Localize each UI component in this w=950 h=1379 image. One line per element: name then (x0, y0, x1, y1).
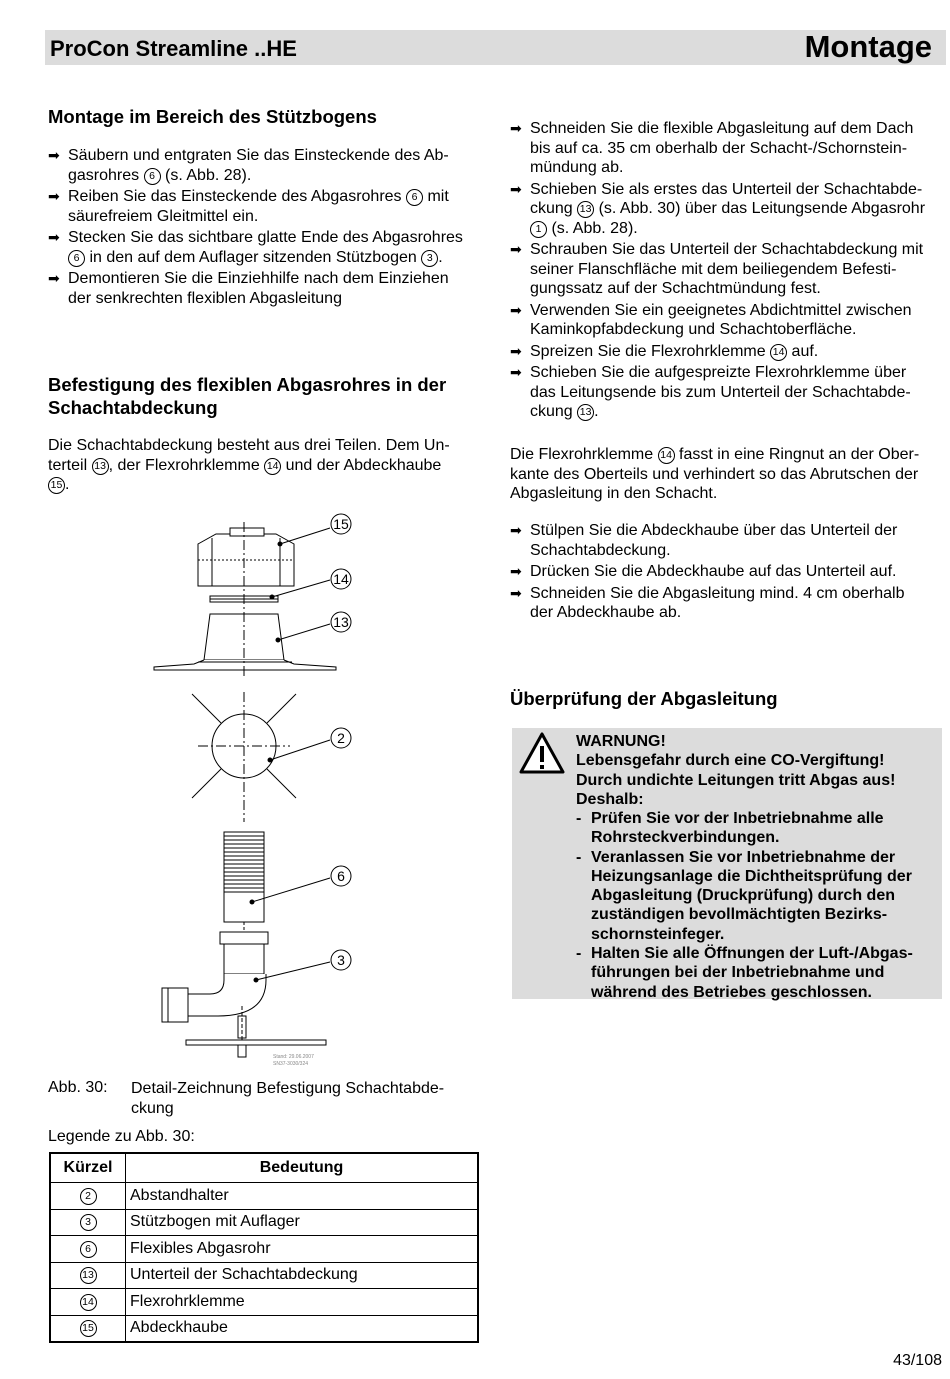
list-item: ➡ Schieben Sie die aufgespreizte Flexrohrklemme über das Leitungsende bis zum Unterteil der Schachtabde- ckung 13 . (510, 364, 911, 420)
callout-3: 3 (337, 952, 345, 968)
legend-table (49, 1152, 479, 1343)
section-title-befestigung: Befestigung des flexiblen Abgasrohres in der Schachtabdeckung (48, 374, 447, 418)
list-item: - Prüfen Sie vor der Inbetriebnahme alle Rohrsteckverbindungen. (576, 810, 884, 847)
callout-15: 15 (48, 477, 65, 494)
table-row: 6 Flexibles Abgasrohr (50, 1236, 478, 1263)
callout-13: 13 (333, 614, 349, 630)
column-header-key: Kürzel (50, 1153, 126, 1183)
chapter-title: Montage (804, 29, 932, 64)
list-item: ➡ Schneiden Sie die Abgasleitung mind. 4 cm oberhalb der Abdeckhaube ab. (510, 584, 905, 621)
figure-number: Abb. 30: (48, 1079, 108, 1096)
list-item: ➡ Säubern und entgraten Sie das Einsteckende des Ab- gasrohres 6 (s. Abb. 28). (48, 147, 449, 184)
document-title: ProCon Streamline ..HE (50, 36, 297, 61)
page-number: 43/108 (893, 1352, 942, 1369)
callout-2: 2 (80, 1188, 97, 1205)
arrow-right-icon: ➡ (48, 270, 60, 286)
callout-14: 14 (333, 571, 349, 587)
drawing-stamp: Stand: 29.06.2007 (273, 1054, 314, 1060)
list-item: ➡ Stecken Sie das sichtbare glatte Ende des Abgasrohres 6 in den auf dem Auflager sitzenden Stützbogen 3 . (48, 229, 463, 266)
arrow-right-icon: ➡ (510, 241, 522, 257)
arrow-right-icon: ➡ (510, 364, 522, 380)
table-row: 2 Abstandhalter (50, 1183, 478, 1210)
arrow-right-icon: ➡ (510, 563, 522, 579)
arrow-right-icon: ➡ (510, 301, 522, 318)
callout-6: 6 (68, 250, 85, 267)
callout-1: 1 (530, 221, 547, 238)
table-row: 14 Flexrohrklemme (50, 1289, 478, 1316)
list-item: ➡ Spreizen Sie die Flexrohrklemme 14 auf. (510, 342, 819, 360)
callout-14: 14 (658, 447, 675, 464)
drawing-stamp-id: SN37-3030/324 (273, 1061, 309, 1067)
callout-14: 14 (264, 458, 281, 475)
section-title-stuetzbogen: Montage im Bereich des Stützbogens (48, 106, 377, 127)
base-part-drawing (154, 614, 336, 670)
callout-13: 13 (577, 404, 594, 421)
arrow-right-icon: ➡ (510, 180, 522, 197)
callout-15: 15 (333, 516, 349, 532)
callout-15: 15 (80, 1320, 97, 1337)
callout-6: 6 (337, 868, 345, 884)
callout-3: 3 (421, 250, 438, 267)
cover-hood-drawing (198, 528, 294, 586)
table-row: 15 Abdeckhaube (50, 1315, 478, 1342)
callout-6: 6 (406, 189, 423, 206)
section-title-ueberpruefung: Überprüfung der Abgasleitung (510, 688, 778, 709)
callout-14: 14 (770, 344, 787, 361)
flexrohrklemme-paragraph: Die Flexrohrklemme 14 fasst in eine Ringnut an der Ober- kante des Oberteils und verhindert so das Abrutschen der Abgasleitung in den Schacht. (510, 446, 920, 502)
abdeckhaube-steps (510, 521, 946, 625)
elbow-support-drawing (162, 932, 326, 1057)
list-item: ➡ Reiben Sie das Einsteckende des Abgasrohres 6 mit säurefreiem Gleitmittel ein. (48, 188, 449, 225)
befestigung-intro: Die Schachtabdeckung besteht aus drei Teilen. Dem Un- terteil 13 , der Flexrohrklemme 14 und der Abdeckhaube 15 . (48, 437, 450, 493)
figure-caption: Detail-Zeichnung Befestigung Schachtabde-ckung (131, 1080, 445, 1117)
warning-label: WARNUNG! (576, 733, 666, 750)
table-row: 13 Unterteil der Schachtabdeckung (50, 1262, 478, 1289)
callout-2: 2 (337, 730, 345, 746)
list-item: ➡ Schieben Sie als erstes das Unterteil der Schachtabde- ckung 13 (s. Abb. 30) über das Leitungsende Abgasrohr 1 (s. Abb. 28). (510, 180, 926, 237)
callout-14: 14 (80, 1294, 97, 1311)
warning-triangle-icon (518, 731, 566, 775)
callout-13: 13 (577, 201, 594, 218)
arrow-right-icon: ➡ (510, 120, 522, 136)
list-item: ➡ Demontieren Sie die Einziehhilfe nach dem Einziehen der senkrechten flexiblen Abgasleitung (48, 270, 449, 307)
callout-6: 6 (80, 1241, 97, 1258)
table-row: 3 Stützbogen mit Auflager (50, 1209, 478, 1236)
page-header (45, 30, 946, 65)
table-header-row (50, 1153, 478, 1183)
schachtabdeckung-steps (510, 119, 946, 424)
arrow-right-icon: ➡ (48, 229, 60, 245)
arrow-right-icon: ➡ (510, 584, 522, 601)
column-header-meaning: Bedeutung (126, 1153, 479, 1183)
list-item: ➡ Stülpen Sie die Abdeckhaube über das Unterteil der Schachtabdeckung. (510, 522, 898, 559)
list-item: ➡ Schrauben Sie das Unterteil der Schachtabdeckung mit seiner Flanschfläche mit dem beiliegendem Befesti- gungssatz auf der Schachtmündung fest. (510, 241, 924, 297)
list-item: ➡ Schneiden Sie die flexible Abgasleitung auf dem Dach bis auf ca. 35 cm oberhalb der Schacht-/Schornstein- mündung ab. (510, 120, 914, 176)
list-item: - Halten Sie alle Öffnungen der Luft-/Abgas- führungen bei der Inbetriebnahme und während des Betriebes geschlossen. (576, 945, 913, 1001)
list-item: ➡ Drücken Sie die Abdeckhaube auf das Unterteil auf. (510, 563, 897, 580)
arrow-right-icon: ➡ (510, 522, 522, 538)
arrow-right-icon: ➡ (48, 147, 60, 163)
warning-box (512, 728, 942, 999)
warning-list (576, 809, 936, 1002)
flexible-pipe-drawing (224, 832, 264, 930)
callout-13: 13 (92, 458, 109, 475)
callout-13: 13 (80, 1267, 97, 1284)
list-item: ➡ Verwenden Sie ein geeignetes Abdichtmittel zwischen Kaminkopfabdeckung und Schachtoberfläche. (510, 301, 912, 338)
callout-3: 3 (80, 1214, 97, 1231)
warning-heading: WARNUNG! Lebensgefahr durch eine CO-Vergiftung! Durch undichte Leitungen tritt Abgas aus! Deshalb: (576, 733, 896, 808)
legend-title: Legende zu Abb. 30: (48, 1128, 195, 1145)
arrow-right-icon: ➡ (48, 188, 60, 204)
arrow-right-icon: ➡ (510, 342, 522, 359)
list-item: - Veranlassen Sie vor Inbetriebnahme der Heizungsanlage die Dichtheitsprüfung der Abgasleitung (Druckprüfung) durch den zuständigen bevollmächtigten Bezirks- schornsteinfeger. (576, 848, 912, 943)
technical-drawing (148, 510, 368, 1070)
stuetzbogen-steps (48, 146, 480, 310)
callout-6: 6 (144, 168, 161, 185)
